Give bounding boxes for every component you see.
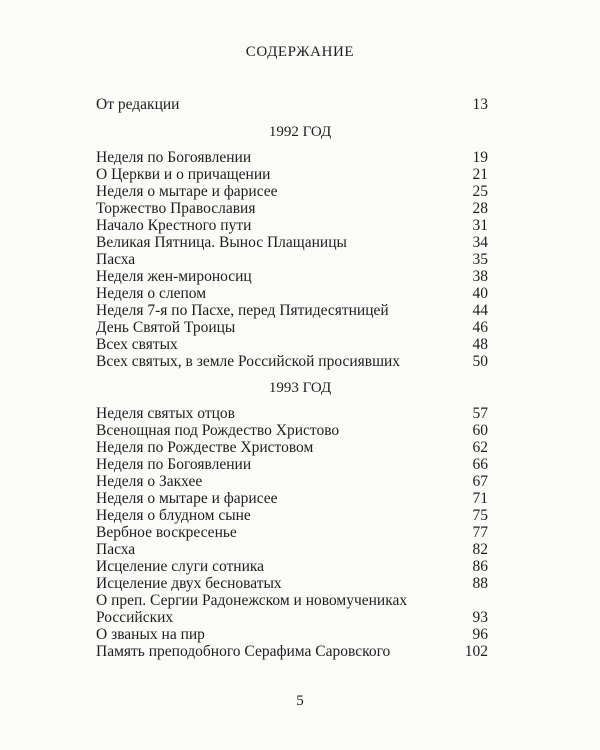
toc-entry-page: 35: [472, 251, 488, 268]
toc-entry: [96, 149, 488, 166]
toc-entry: [96, 524, 488, 541]
section-heading-1993: 1993 ГОД: [268, 380, 332, 396]
toc-entry-page: 75: [472, 507, 488, 524]
toc-entry-title: Неделя 7-я по Пасхе, перед Пятидесятницей: [96, 302, 389, 319]
toc-entry-page: 60: [472, 422, 488, 439]
toc-entry-page: 34: [472, 234, 488, 251]
toc-entry-title: Исцеление двух бесноватых: [96, 575, 282, 592]
toc-entry-page: 25: [472, 183, 488, 200]
toc-entry-page: 66: [472, 456, 488, 473]
toc-entry: [96, 251, 488, 268]
toc-entry: [96, 558, 488, 575]
toc-entry-title: Неделя по Богоявлении: [96, 149, 252, 166]
toc-entry: [96, 541, 488, 558]
toc-entry: [96, 96, 488, 113]
toc-entry: [96, 592, 488, 626]
toc-entry-page: 77: [472, 524, 488, 541]
toc-entry-page: 93: [472, 609, 488, 626]
toc-entry: [96, 405, 488, 422]
toc-entry-title: О званых на пир: [96, 626, 205, 643]
toc-entry-page: 21: [472, 166, 488, 183]
toc-entry-title: Великая Пятница. Вынос Плащаницы: [96, 234, 347, 251]
toc-entry-page: 102: [464, 643, 488, 660]
toc-entry-page: 28: [472, 200, 488, 217]
toc-entry: [96, 319, 488, 336]
toc-entry-title: Пасха: [96, 251, 136, 268]
toc-entry-title: Неделя о Закхее: [96, 473, 203, 490]
toc-entry: [96, 626, 488, 643]
page-number: 5: [296, 693, 304, 709]
toc-entry-title: Память преподобного Серафима Саровского: [96, 643, 391, 660]
toc-entry: [96, 353, 488, 370]
toc-entry: [96, 234, 488, 251]
toc-entry: [96, 422, 488, 439]
toc-entry: [96, 200, 488, 217]
toc-entry-title: Неделя о блудном сыне: [96, 507, 251, 524]
toc-entry-page: 71: [472, 490, 488, 507]
toc-entry-page: 88: [472, 575, 488, 592]
toc-entry-page: 86: [472, 558, 488, 575]
toc-entry-title: Пасха: [96, 541, 136, 558]
toc-entry-title: О Церкви и о причащении: [96, 166, 271, 183]
toc-entry: [96, 268, 488, 285]
toc-entry-page: 44: [472, 302, 488, 319]
toc-entry-title: Всех святых: [96, 336, 178, 353]
toc-entry-title: Неделя святых отцов: [96, 405, 235, 422]
toc-entry-page: 40: [472, 285, 488, 302]
toc-entry-title: Неделя жен-мироносиц: [96, 268, 252, 285]
toc-entry-page: 48: [472, 336, 488, 353]
toc-entry: [96, 575, 488, 592]
toc-entry-title: Исцеление слуги сотника: [96, 558, 265, 575]
toc-entry-title: Неделя о мытаре и фарисее: [96, 183, 278, 200]
toc-entry-title: Начало Крестного пути: [96, 217, 252, 234]
toc-list-1993: [96, 405, 488, 660]
toc-entry: [96, 439, 488, 456]
toc-entry: [96, 336, 488, 353]
toc-entry-title: День Святой Троицы: [96, 319, 236, 336]
toc-entry-page: 67: [472, 473, 488, 490]
toc-entry: [96, 285, 488, 302]
toc-entry-title: Торжество Православия: [96, 200, 256, 217]
toc-entry-page: 82: [472, 541, 488, 558]
toc-entry: [96, 456, 488, 473]
toc-entry: [96, 507, 488, 524]
toc-entry-page: 50: [472, 353, 488, 370]
toc-entry: [96, 166, 488, 183]
toc-entry-page: 62: [472, 439, 488, 456]
intro-list: [96, 96, 488, 113]
toc-entry-title: Всех святых, в земле Российской просиявших: [96, 353, 401, 370]
toc-entry-page: 38: [472, 268, 488, 285]
toc-entry: [96, 217, 488, 234]
toc-entry-title: Неделя о слепом: [96, 285, 207, 302]
toc-entry: [96, 302, 488, 319]
toc-entry-title: Неделя по Богоявлении: [96, 456, 252, 473]
toc-entry-page: 13: [472, 96, 488, 113]
toc-entry-title: От редакции: [96, 96, 180, 113]
toc-list-1992: [96, 149, 488, 370]
toc-entry-title: Неделя о мытаре и фарисее: [96, 490, 278, 507]
toc-entry-page: 96: [472, 626, 488, 643]
toc-entry-title: Всенощная под Рождество Христово: [96, 422, 340, 439]
section-heading-1992: 1992 ГОД: [268, 124, 332, 140]
toc-entry: [96, 473, 488, 490]
toc-entry-page: 31: [472, 217, 488, 234]
toc-entry-page: 57: [472, 405, 488, 422]
toc-entry: [96, 490, 488, 507]
toc-entry: [96, 183, 488, 200]
toc-entry: [96, 643, 488, 660]
toc-entry-title: О преп. Сергии Радонежском и новомучениках Российских: [96, 592, 408, 626]
page-title: СОДЕРЖАНИЕ: [245, 44, 355, 60]
toc-entry-page: 19: [472, 149, 488, 166]
toc-entry-title: Вербное воскресенье: [96, 524, 237, 541]
toc-entry-title: Неделя по Рождестве Христовом: [96, 439, 314, 456]
toc-entry-page: 46: [472, 319, 488, 336]
